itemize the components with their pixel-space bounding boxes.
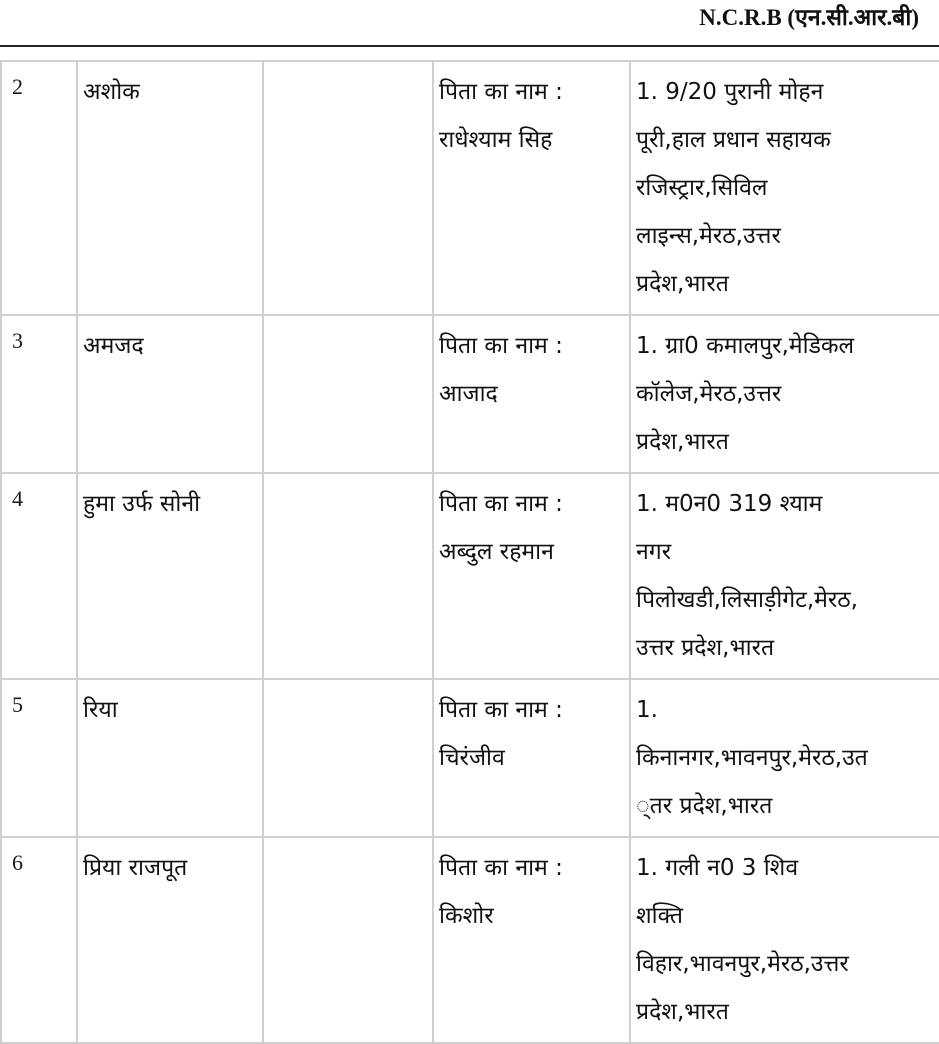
address-line: 1. म0न0 319 श्याम	[636, 491, 823, 517]
father-name-cell	[433, 837, 630, 1043]
name-cell: प्रिया राजपूत	[77, 837, 263, 1043]
father-name-cell	[433, 315, 630, 473]
address-line: शक्ति	[636, 903, 684, 929]
table-row	[1, 679, 939, 837]
address-line: नगर	[636, 539, 672, 565]
table-row	[1, 61, 939, 315]
address-line: लाइन्स,मेरठ,उत्तर	[636, 223, 781, 249]
address-line: प्रदेश,भारत	[636, 429, 729, 455]
empty-cell	[263, 679, 433, 837]
address-line: 1. 9/20 पुरानी मोहन	[636, 79, 824, 105]
header-title: N.C.R.B (एन.सी.आर.बी)	[699, 5, 919, 30]
address-cell	[630, 837, 939, 1043]
father-name: आजाद	[439, 381, 498, 407]
name-cell: हुमा उर्फ सोनी	[77, 473, 263, 679]
father-name: चिरंजीव	[439, 745, 505, 771]
address-line: प्रदेश,भारत	[636, 999, 729, 1025]
father-name: किशोर	[439, 903, 494, 929]
father-label: पिता का नाम :	[439, 79, 563, 105]
father-label: पिता का नाम :	[439, 491, 563, 517]
address-cell	[630, 679, 939, 837]
father-label: पिता का नाम :	[439, 855, 563, 881]
address-line: ्तर प्रदेश,भारत	[636, 793, 773, 819]
empty-cell	[263, 837, 433, 1043]
address-line: रजिस्ट्रार,सिविल	[636, 175, 768, 201]
father-name-cell	[433, 61, 630, 315]
father-name: राधेश्याम सिह	[439, 127, 553, 153]
empty-cell	[263, 473, 433, 679]
empty-cell	[263, 315, 433, 473]
name-cell: अमजद	[77, 315, 263, 473]
address-line: कॉलेज,मेरठ,उत्तर	[636, 381, 782, 407]
serial-number-cell: 5	[1, 679, 77, 837]
address-line: 1.	[636, 697, 658, 723]
address-line: उत्तर प्रदेश,भारत	[636, 635, 775, 661]
name-cell: रिया	[77, 679, 263, 837]
table-row	[1, 473, 939, 679]
serial-number-cell: 4	[1, 473, 77, 679]
empty-cell	[263, 61, 433, 315]
father-name-cell	[433, 473, 630, 679]
address-line: किनानगर,भावनपुर,मेरठ,उत	[636, 745, 868, 771]
records-table	[0, 60, 939, 1044]
name-cell: अशोक	[77, 61, 263, 315]
serial-number-cell: 6	[1, 837, 77, 1043]
address-cell	[630, 473, 939, 679]
table-row	[1, 837, 939, 1043]
father-label: पिता का नाम :	[439, 697, 563, 723]
address-line: विहार,भावनपुर,मेरठ,उत्तर	[636, 951, 849, 977]
header-divider	[0, 45, 939, 47]
address-cell	[630, 315, 939, 473]
father-name-cell	[433, 679, 630, 837]
father-label: पिता का नाम :	[439, 333, 563, 359]
page-header	[0, 0, 939, 46]
address-line: प्रदेश,भारत	[636, 271, 729, 297]
serial-number-cell: 3	[1, 315, 77, 473]
serial-number-cell: 2	[1, 61, 77, 315]
address-line: 1. गली न0 3 शिव	[636, 855, 799, 881]
father-name: अब्दुल रहमान	[439, 539, 554, 565]
address-line: 1. ग्रा0 कमालपुर,मेडिकल	[636, 333, 855, 359]
address-line: पिलोखडी,लिसाड़ीगेट,मेरठ,	[636, 587, 858, 613]
table-row	[1, 315, 939, 473]
address-line: पूरी,हाल प्रधान सहायक	[636, 127, 831, 153]
address-cell	[630, 61, 939, 315]
